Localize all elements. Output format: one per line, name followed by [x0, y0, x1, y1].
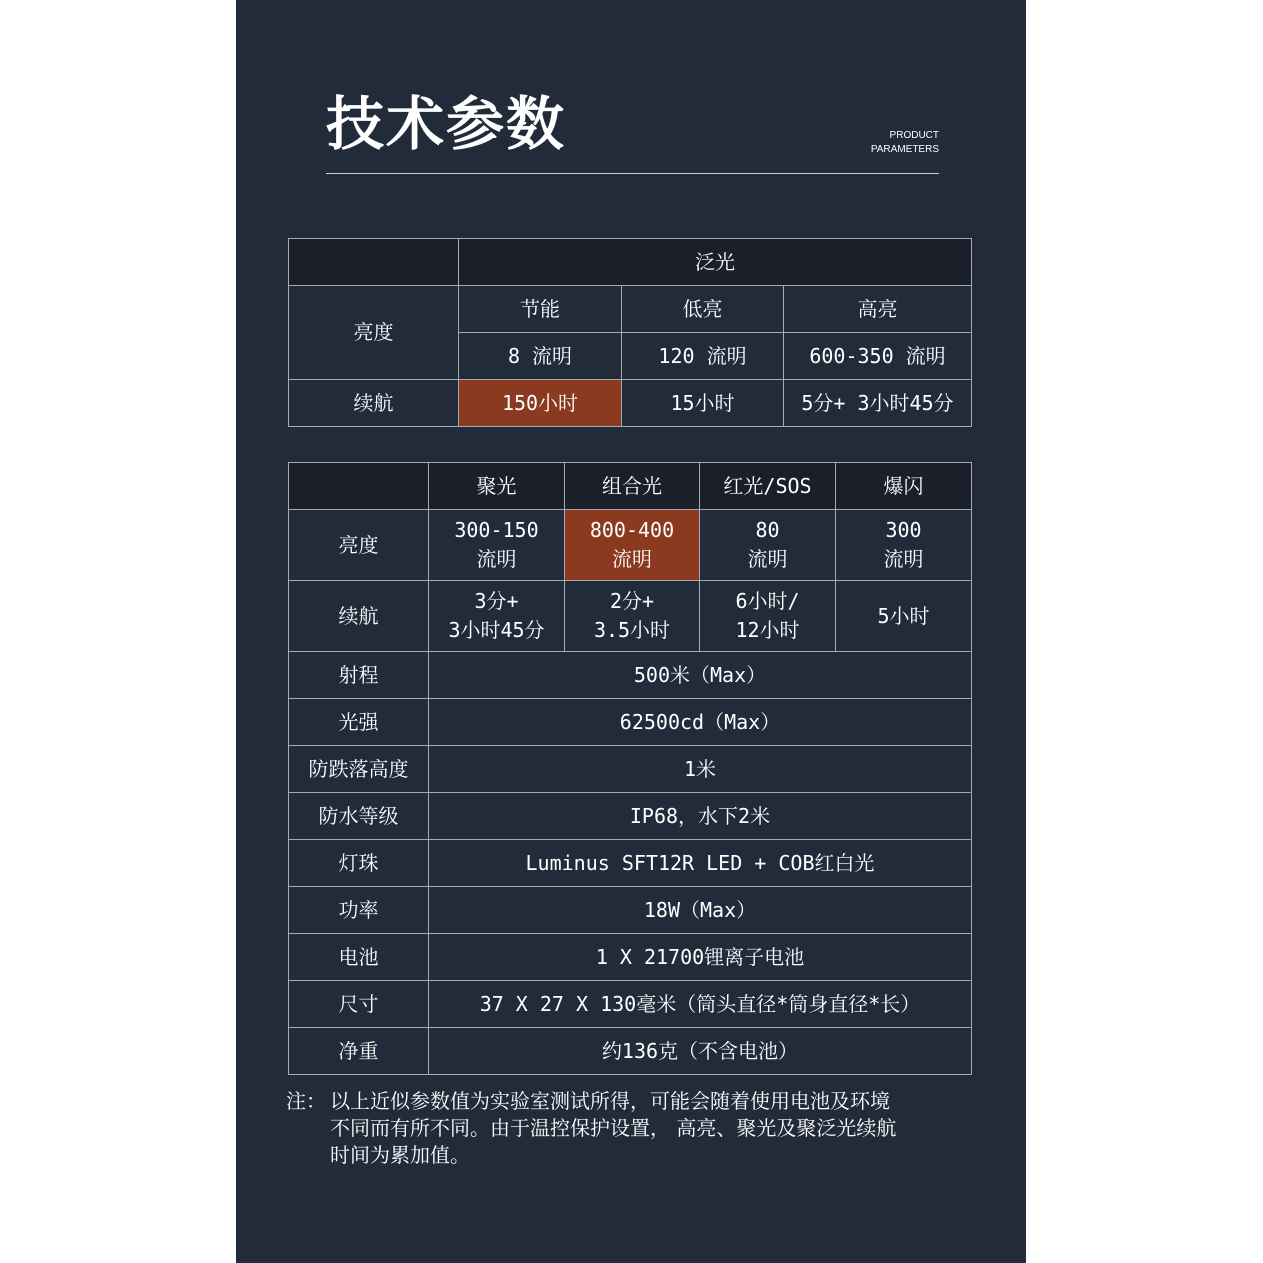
runtime-value [836, 581, 972, 652]
spec-label: 净重 [289, 1028, 429, 1075]
brightness-value-line-2: 流明 [747, 547, 788, 571]
footnote-line-3: 时间为累加值。 [330, 1143, 470, 1167]
runtime-value-line-1: 6小时/ [735, 589, 800, 613]
page-subtitle [838, 129, 939, 157]
spec-label: 防跌落高度 [289, 746, 429, 793]
table-row [289, 1028, 972, 1075]
runtime-value-line-2: 3.5小时 [593, 618, 671, 642]
runtime-value: 15小时 [622, 380, 784, 427]
table-row [289, 239, 972, 286]
empty-corner-cell [289, 239, 459, 286]
runtime-value: 5分+ 3小时45分 [784, 380, 972, 427]
brightness-value-line-1: 80 [755, 518, 780, 542]
spec-value: 1 X 21700锂离子电池 [429, 934, 972, 981]
brightness-value-line-1: 300-150 [454, 518, 539, 542]
brightness-value-line-2: 流明 [612, 547, 652, 571]
brightness-value-line-1: 300 [885, 518, 922, 542]
footnote-line-2: 不同而有所不同。由于温控保护设置， 高亮、聚光及聚泛光续航 [330, 1116, 897, 1140]
spec-value: 约136克（不含电池） [429, 1028, 972, 1075]
main-spec-table [288, 462, 972, 1075]
table-row [289, 581, 972, 652]
mode-name: 聚光 [429, 463, 565, 510]
runtime-value-line-2: 12小时 [735, 618, 800, 642]
subtitle-line-2: PARAMETERS [870, 144, 939, 155]
brightness-label: 亮度 [289, 510, 429, 581]
mode-name: 爆闪 [836, 463, 972, 510]
brightness-value [836, 510, 972, 581]
table-row [289, 463, 972, 510]
runtime-value-line-1: 2分+ [609, 589, 655, 613]
table-row [289, 510, 972, 581]
page-title: 技术参数 [326, 90, 567, 158]
spec-label: 功率 [289, 887, 429, 934]
spec-value: 18W（Max） [429, 887, 972, 934]
brightness-value-line-2: 流明 [476, 547, 517, 571]
table-row [289, 840, 972, 887]
spec-label: 光强 [289, 699, 429, 746]
table-row [289, 887, 972, 934]
spec-label: 防水等级 [289, 793, 429, 840]
spec-value: IP68，水下2米 [429, 793, 972, 840]
runtime-label: 续航 [289, 581, 429, 652]
table-row [289, 652, 972, 699]
footnote-label: 注： [286, 1089, 326, 1113]
runtime-value-highlighted: 150小时 [459, 380, 622, 427]
footnote [286, 1088, 986, 1169]
runtime-value [700, 581, 836, 652]
brightness-value-highlighted [565, 510, 700, 581]
mode-name: 红光/SOS [700, 463, 836, 510]
brightness-value [429, 510, 565, 581]
mode-name: 高亮 [784, 286, 972, 333]
brightness-value [700, 510, 836, 581]
table-row [289, 981, 972, 1028]
runtime-value-line-1: 5小时 [877, 603, 930, 628]
mode-name: 组合光 [565, 463, 700, 510]
spec-value: Luminus SFT12R LED + COB红白光 [429, 840, 972, 887]
flood-group-header: 泛光 [459, 239, 972, 286]
empty-corner-cell [289, 463, 429, 510]
brightness-label: 亮度 [289, 286, 459, 380]
spec-value: 1米 [429, 746, 972, 793]
spec-label: 射程 [289, 652, 429, 699]
title-divider [326, 173, 939, 174]
runtime-value [429, 581, 565, 652]
table-row [289, 380, 972, 427]
table-row [289, 699, 972, 746]
table-row [289, 793, 972, 840]
brightness-value: 120 流明 [622, 333, 784, 380]
mode-name: 节能 [459, 286, 622, 333]
footnote-line-1: 以上近似参数值为实验室测试所得，可能会随着使用电池及环境 [330, 1089, 890, 1113]
flood-spec-table [288, 238, 972, 427]
spec-label: 电池 [289, 934, 429, 981]
runtime-value [565, 581, 700, 652]
brightness-value: 600-350 流明 [784, 333, 972, 380]
runtime-value-line-2: 3小时45分 [448, 618, 545, 642]
table-row [289, 286, 972, 333]
table-row [289, 746, 972, 793]
spec-label: 尺寸 [289, 981, 429, 1028]
table-row [289, 934, 972, 981]
brightness-value-line-1: 800-400 [589, 518, 675, 542]
spec-value: 37 X 27 X 130毫米（筒头直径*筒身直径*长） [429, 981, 972, 1028]
runtime-value-line-1: 3分+ [474, 589, 519, 613]
spec-value: 62500cd（Max） [429, 699, 972, 746]
brightness-value: 8 流明 [459, 333, 622, 380]
mode-name: 低亮 [622, 286, 784, 333]
brightness-value-line-2: 流明 [883, 547, 924, 571]
spec-label: 灯珠 [289, 840, 429, 887]
subtitle-line-1: PRODUCT [889, 130, 939, 141]
runtime-label: 续航 [289, 380, 459, 427]
spec-value: 500米（Max） [429, 652, 972, 699]
